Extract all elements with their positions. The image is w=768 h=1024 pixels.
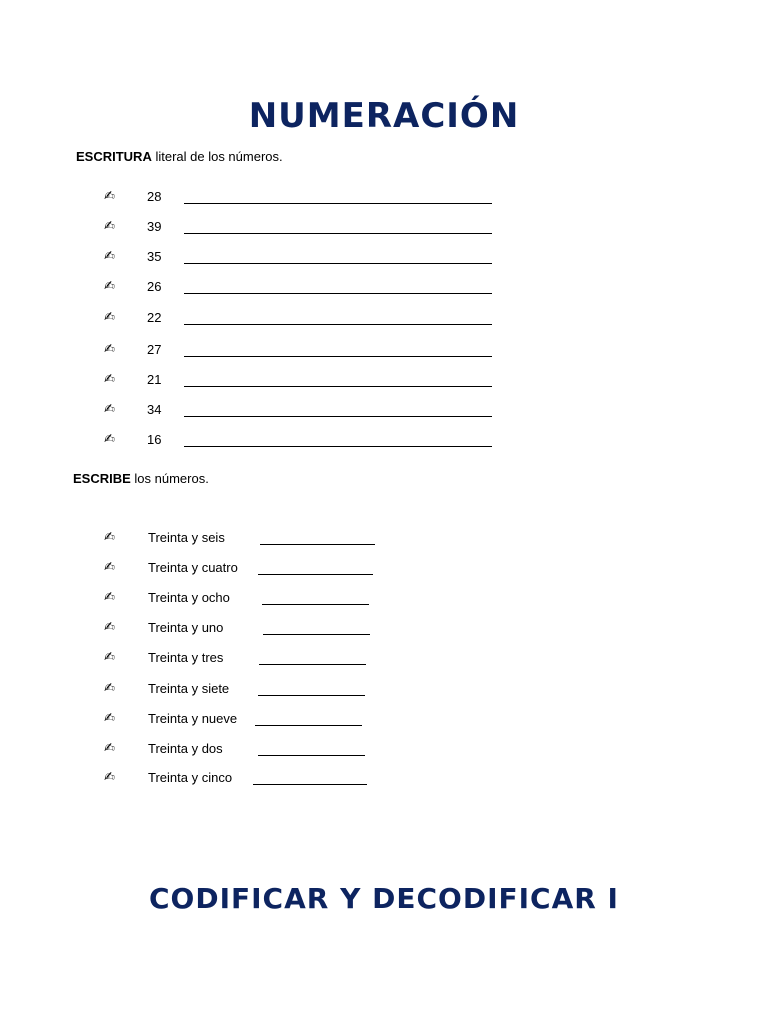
section-heading-escribe	[73, 471, 209, 486]
number-label: 27	[147, 342, 162, 357]
word-item-row	[0, 741, 768, 761]
section-heading-bold: ESCRIBE	[73, 471, 131, 486]
answer-line	[258, 741, 365, 756]
answer-line	[184, 402, 492, 417]
answer-line	[258, 681, 365, 696]
number-item-row	[0, 219, 768, 239]
number-label: 16	[147, 432, 162, 447]
answer-line	[259, 650, 366, 665]
word-label: Treinta y siete	[148, 681, 230, 696]
number-label: 21	[147, 372, 162, 387]
page-title: NUMERACIÓN	[248, 96, 520, 136]
word-item-row	[0, 681, 768, 701]
number-item-row	[0, 279, 768, 299]
answer-line	[263, 620, 370, 635]
footer-title: CODIFICAR Y DECODIFICAR I	[149, 882, 619, 915]
word-item-row	[0, 560, 768, 580]
section-heading-escritura	[76, 149, 283, 164]
number-label: 28	[147, 189, 162, 204]
section-heading-text: literal de los números.	[151, 149, 283, 164]
word-item-row	[0, 530, 768, 550]
number-label: 22	[147, 310, 162, 325]
number-item-row	[0, 342, 768, 362]
number-label: 35	[147, 249, 162, 264]
pencil-icon: ✍	[104, 402, 115, 417]
pencil-icon: ✍	[104, 432, 115, 447]
word-label: Treinta y seis	[148, 530, 225, 545]
number-label: 34	[147, 402, 162, 417]
answer-line	[184, 310, 492, 325]
pencil-icon: ✍	[104, 530, 115, 545]
pencil-icon: ✍	[104, 650, 115, 665]
pencil-icon: ✍	[104, 189, 115, 204]
word-item-row	[0, 770, 768, 790]
word-label: Treinta y nueve	[148, 711, 238, 726]
word-item-row	[0, 650, 768, 670]
number-item-row	[0, 402, 768, 422]
answer-line	[184, 219, 492, 234]
answer-line	[184, 279, 492, 294]
answer-line	[184, 432, 492, 447]
number-label: 26	[147, 279, 162, 294]
answer-line	[184, 249, 492, 264]
pencil-icon: ✍	[104, 249, 115, 264]
pencil-icon: ✍	[104, 560, 115, 575]
pencil-icon: ✍	[104, 590, 115, 605]
pencil-icon: ✍	[104, 219, 115, 234]
number-item-row	[0, 310, 768, 330]
word-label: Treinta y ocho	[148, 590, 230, 605]
pencil-icon: ✍	[104, 711, 115, 726]
pencil-icon: ✍	[104, 372, 115, 387]
answer-line	[184, 342, 492, 357]
word-label: Treinta y dos	[148, 741, 223, 756]
answer-line	[255, 711, 362, 726]
number-item-row	[0, 432, 768, 452]
pencil-icon: ✍	[104, 770, 115, 785]
answer-line	[262, 590, 369, 605]
word-label: Treinta y cinco	[148, 770, 233, 785]
number-label: 39	[147, 219, 162, 234]
word-item-row	[0, 620, 768, 640]
answer-line	[184, 372, 492, 387]
number-item-row	[0, 372, 768, 392]
pencil-icon: ✍	[104, 342, 115, 357]
word-label: Treinta y cuatro	[148, 560, 238, 575]
word-label: Treinta y uno	[148, 620, 224, 635]
answer-line	[258, 560, 373, 575]
pencil-icon: ✍	[104, 620, 115, 635]
answer-line	[253, 770, 367, 785]
answer-line	[184, 189, 492, 204]
section-heading-bold: ESCRITURA	[76, 149, 152, 164]
number-item-row	[0, 189, 768, 209]
answer-line	[260, 530, 375, 545]
pencil-icon: ✍	[104, 681, 115, 696]
section-heading-text: los números.	[130, 471, 209, 486]
pencil-icon: ✍	[104, 741, 115, 756]
word-item-row	[0, 711, 768, 731]
pencil-icon: ✍	[104, 310, 115, 325]
number-item-row	[0, 249, 768, 269]
word-label: Treinta y tres	[148, 650, 224, 665]
pencil-icon: ✍	[104, 279, 115, 294]
word-item-row	[0, 590, 768, 610]
